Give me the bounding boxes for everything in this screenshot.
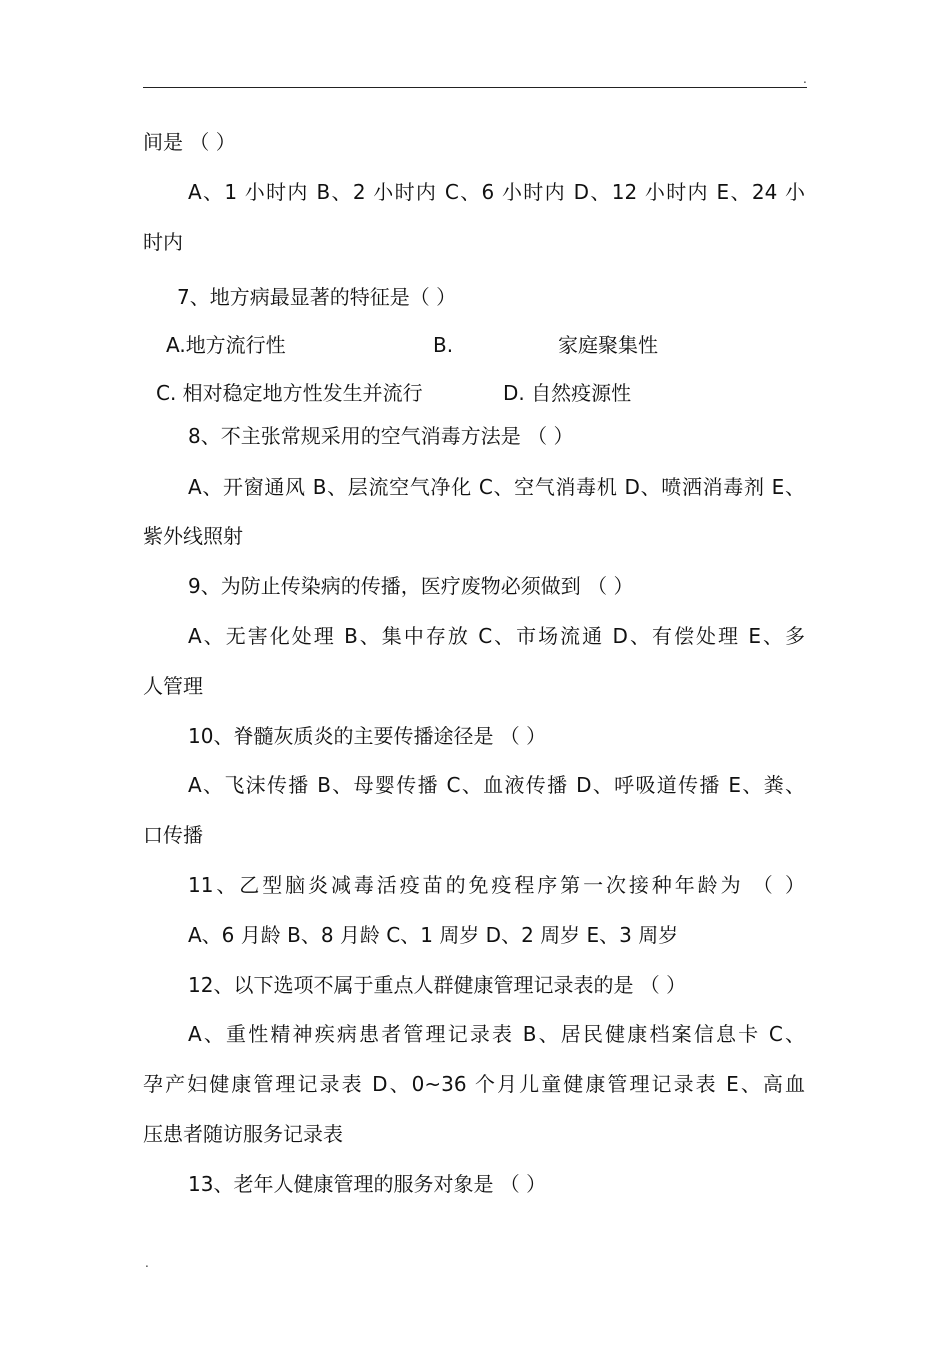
header-rule: [143, 87, 807, 88]
q7-option-a: A.地方流行性: [166, 333, 286, 357]
q9-options: A、无害化处理 B、集中存放 C、市场流通 D、有偿处理 E、多: [188, 624, 805, 648]
question-11: 11、乙型脑炎减毒活疫苗的免疫程序第一次接种年龄为 （ ）: [188, 873, 805, 897]
q12-options-cont-1: 孕产妇健康管理记录表 D、0~36 个月儿童健康管理记录表 E、高血: [143, 1072, 805, 1096]
q12-options: A、重性精神疾病患者管理记录表 B、居民健康档案信息卡 C、: [188, 1022, 805, 1046]
line-q6-end: 间是 （ ）: [143, 130, 236, 154]
line-q6-options: A、1 小时内 B、2 小时内 C、6 小时内 D、12 小时内 E、24 小: [188, 180, 805, 204]
question-13: 13、老年人健康管理的服务对象是 （ ）: [188, 1172, 547, 1196]
q7-option-c: C. 相对稳定地方性发生并流行: [156, 381, 423, 405]
footer-corner-mark: .: [145, 1256, 149, 1270]
q12-options-cont-2: 压患者随访服务记录表: [143, 1122, 343, 1146]
q9-options-cont: 人管理: [143, 674, 203, 698]
q8-options: A、开窗通风 B、层流空气净化 C、空气消毒机 D、喷洒消毒剂 E、: [188, 475, 805, 499]
question-9: 9、为防止传染病的传播，医疗废物必须做到 （ ）: [188, 574, 634, 598]
q7-option-d: D. 自然疫源性: [503, 381, 632, 405]
q10-options: A、飞沫传播 B、母婴传播 C、血液传播 D、呼吸道传播 E、粪、: [188, 773, 805, 797]
q7-option-b-label: B.: [433, 333, 454, 357]
question-10: 10、脊髓灰质炎的主要传播途径是 （ ）: [188, 724, 547, 748]
question-7: 7、地方病最显著的特征是（ ）: [177, 285, 457, 309]
question-12: 12、以下选项不属于重点人群健康管理记录表的是 （ ）: [188, 973, 687, 997]
q11-options: A、6 月龄 B、8 月龄 C、1 周岁 D、2 周岁 E、3 周岁: [188, 923, 679, 947]
q10-options-cont: 口传播: [143, 823, 203, 847]
line-q6-options-cont: 时内: [143, 230, 183, 254]
question-8: 8、不主张常规采用的空气消毒方法是 （ ）: [188, 424, 574, 448]
q7-option-b-text: 家庭聚集性: [558, 333, 658, 357]
header-corner-mark: .: [803, 72, 807, 86]
q8-options-cont: 紫外线照射: [143, 524, 243, 548]
